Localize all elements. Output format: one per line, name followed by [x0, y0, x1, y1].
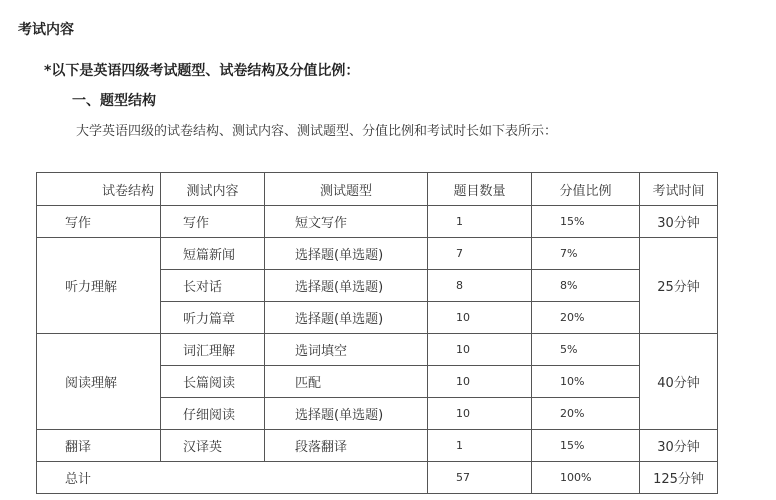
type-cell: 选择题(单选题)	[265, 398, 428, 430]
page-title: 考试内容	[18, 22, 74, 38]
ratio-cell: 8%	[532, 270, 640, 302]
ratio-cell: 15%	[532, 430, 640, 462]
exam-structure-table	[36, 172, 718, 494]
header-time: 考试时间	[640, 173, 718, 206]
type-cell: 选择题(单选题)	[265, 238, 428, 270]
header-ratio: 分值比例	[532, 173, 640, 206]
header-content: 测试内容	[161, 173, 265, 206]
total-label: 总计	[37, 462, 428, 494]
count-cell: 10	[428, 398, 532, 430]
table-row	[37, 430, 718, 462]
ratio-cell: 20%	[532, 302, 640, 334]
time-cell: 30分钟	[640, 430, 718, 462]
table-row	[37, 334, 718, 366]
total-count: 57	[428, 462, 532, 494]
section-heading: 一、题型结构	[72, 93, 156, 109]
total-time: 125分钟	[640, 462, 718, 494]
count-cell: 1	[428, 430, 532, 462]
header-type: 测试题型	[265, 173, 428, 206]
ratio-cell: 15%	[532, 206, 640, 238]
time-cell: 40分钟	[640, 334, 718, 430]
content-cell: 听力篇章	[161, 302, 265, 334]
content-cell: 词汇理解	[161, 334, 265, 366]
time-cell: 25分钟	[640, 238, 718, 334]
count-cell: 10	[428, 302, 532, 334]
content-cell: 短篇新闻	[161, 238, 265, 270]
header-structure: 试卷结构	[37, 173, 161, 206]
category-cell: 翻译	[37, 430, 161, 462]
count-cell: 10	[428, 366, 532, 398]
header-count: 题目数量	[428, 173, 532, 206]
type-cell: 匹配	[265, 366, 428, 398]
content-cell: 长篇阅读	[161, 366, 265, 398]
content-cell: 仔细阅读	[161, 398, 265, 430]
type-cell: 选词填空	[265, 334, 428, 366]
count-cell: 8	[428, 270, 532, 302]
type-cell: 选择题(单选题)	[265, 302, 428, 334]
ratio-cell: 10%	[532, 366, 640, 398]
ratio-cell: 7%	[532, 238, 640, 270]
category-cell: 阅读理解	[37, 334, 161, 430]
table-row	[37, 238, 718, 270]
intro-text: *以下是英语四级考试题型、试卷结构及分值比例：	[44, 63, 360, 79]
ratio-cell: 20%	[532, 398, 640, 430]
time-cell: 30分钟	[640, 206, 718, 238]
type-cell: 短文写作	[265, 206, 428, 238]
table-row	[37, 206, 718, 238]
description-text: 大学英语四级的试卷结构、测试内容、测试题型、分值比例和考试时长如下表所示：	[76, 124, 558, 139]
table-header-row	[37, 173, 718, 206]
type-cell: 段落翻译	[265, 430, 428, 462]
total-ratio: 100%	[532, 462, 640, 494]
content-cell: 长对话	[161, 270, 265, 302]
content-cell: 汉译英	[161, 430, 265, 462]
type-cell: 选择题(单选题)	[265, 270, 428, 302]
content-cell: 写作	[161, 206, 265, 238]
category-cell: 听力理解	[37, 238, 161, 334]
count-cell: 1	[428, 206, 532, 238]
category-cell: 写作	[37, 206, 161, 238]
count-cell: 7	[428, 238, 532, 270]
count-cell: 10	[428, 334, 532, 366]
ratio-cell: 5%	[532, 334, 640, 366]
table-total-row	[37, 462, 718, 494]
